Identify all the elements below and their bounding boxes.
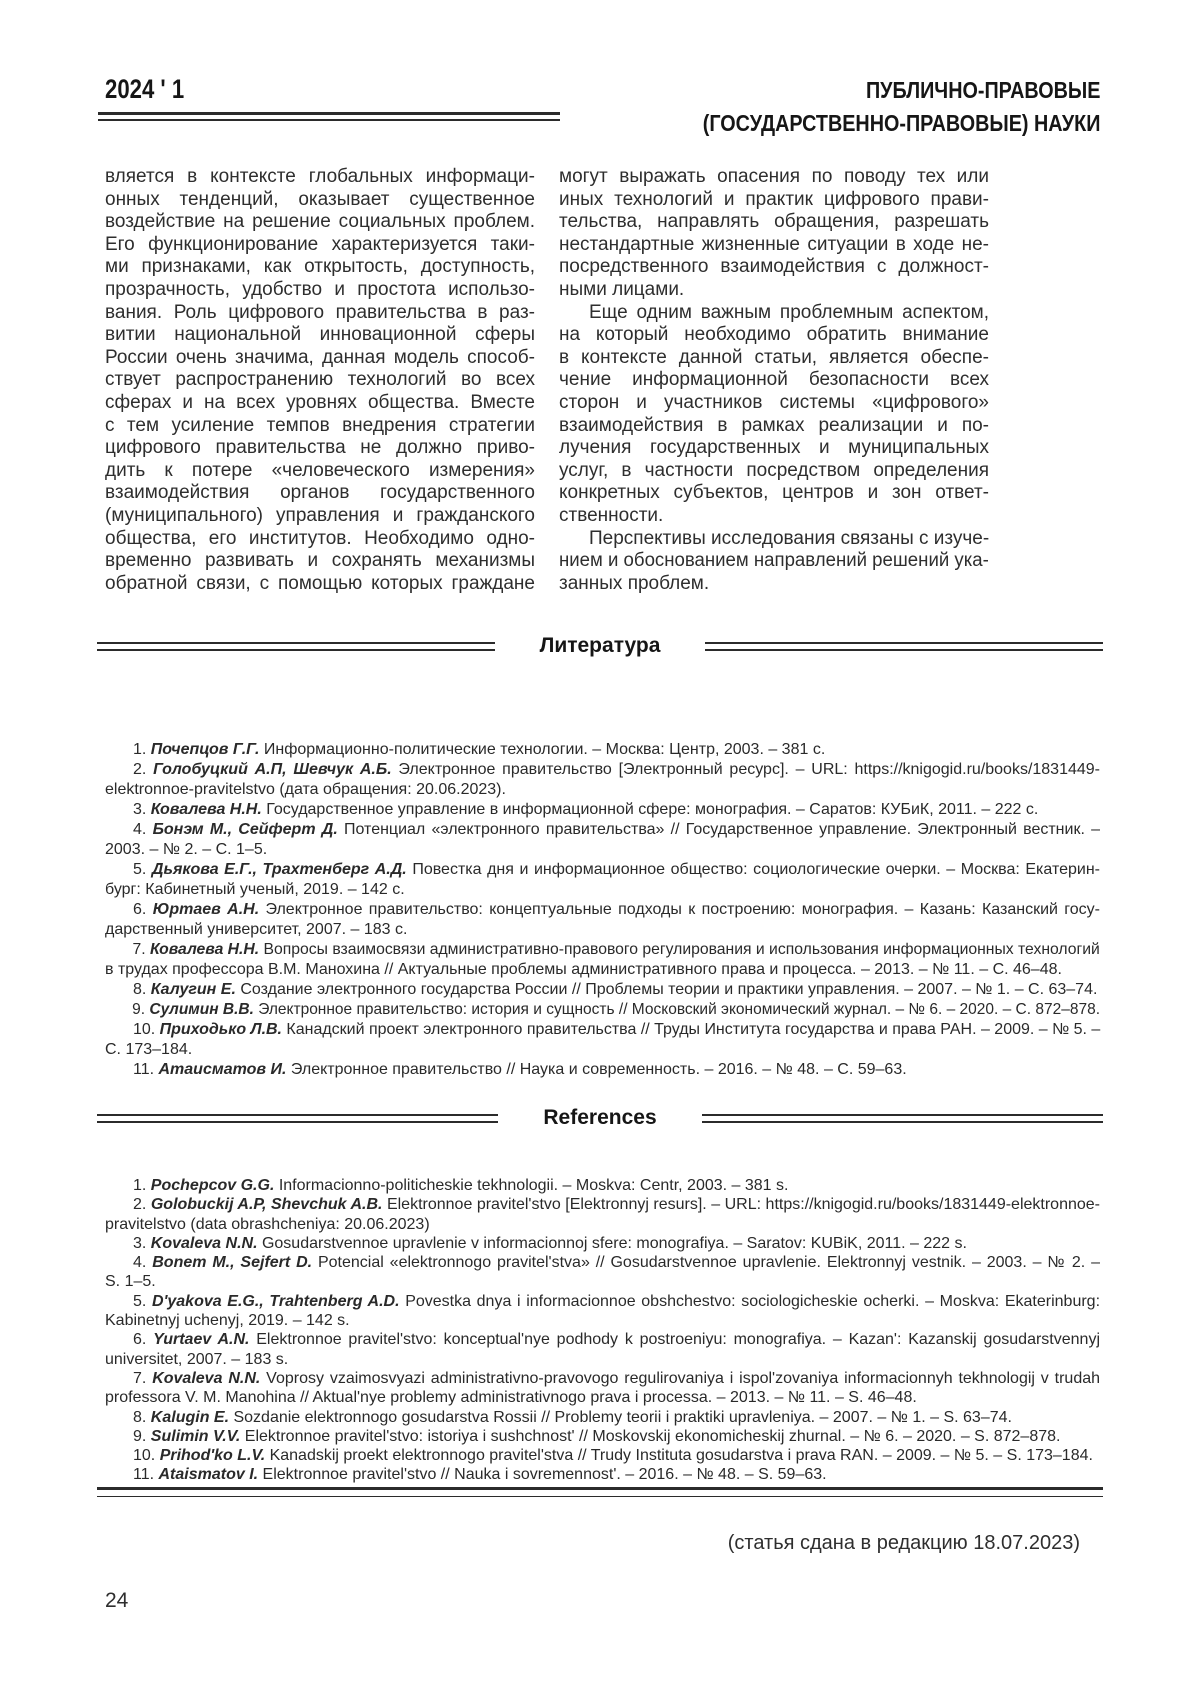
reference-authors: Атаисматов И. bbox=[158, 1061, 287, 1078]
reference-authors: Kovaleva N.N. bbox=[150, 1234, 258, 1252]
reference-first-line: 9. Sulimin V.V. Elektronnoe pravitel'stvo: istoriya i sushchnost' // Moskovskij ekonomicheskij zhurnal. – № 6. – 2020. – S. 872–878. bbox=[133, 1427, 1061, 1445]
reference-number: 2. bbox=[133, 761, 154, 778]
reference-first-line: 10. Приходько Л.В. Канадский проект электронного правительства // Труды Института государства и права РАН. – 2009. – № 5. – bbox=[132, 1021, 1101, 1038]
references-title: References bbox=[543, 1106, 657, 1129]
reference-authors: Golobuckij A.P, Shevchuk A.B. bbox=[150, 1196, 383, 1214]
text-line: в контексте данной статьи, является обеспе- bbox=[559, 346, 989, 368]
literature-list bbox=[105, 740, 1100, 1080]
reference-item bbox=[105, 1465, 1100, 1484]
reference-item bbox=[105, 1446, 1100, 1465]
reference-authors: Калугин Е. bbox=[150, 981, 236, 998]
text-line: Перспективы исследования связаны с изуче- bbox=[589, 527, 990, 549]
reference-first-line: 2. Голобуцкий А.П, Шевчук А.Б. Электронное правительство [Электронный ресурс]. – URL: https://knigogid.ru/books/1831449- bbox=[133, 761, 1100, 778]
text-line: России очень значима, данная модель способ- bbox=[105, 346, 535, 368]
reference-number: 6. bbox=[133, 1331, 154, 1349]
reference-item bbox=[105, 940, 1100, 980]
reference-number: 5. bbox=[133, 861, 152, 878]
reference-item bbox=[105, 1292, 1100, 1331]
reference-number: 8. bbox=[133, 981, 151, 998]
reference-number: 11. bbox=[133, 1466, 159, 1484]
reference-number: 5. bbox=[133, 1292, 153, 1310]
text-line: ствует распространению технологий во всех bbox=[105, 369, 535, 391]
reference-item bbox=[105, 1408, 1100, 1427]
text-line: Его функционирование характеризуется таки- bbox=[105, 233, 535, 255]
references-list bbox=[105, 1176, 1100, 1485]
text-line: ными лицами. bbox=[559, 278, 685, 300]
reference-number: 9. bbox=[133, 1427, 151, 1445]
reference-first-line: 7. Kovaleva N.N. Voprosy vzaimosvyazi administrativno-pravovogo regulirovaniya i ispol'zovaniya informacionnyh tekhnologij v trudah bbox=[133, 1369, 1101, 1387]
text-line: нием и обоснованием направлений решений ука- bbox=[559, 550, 989, 572]
reference-line: Kabinetnyj uchenyj, 2019. – 142 s. bbox=[105, 1312, 350, 1330]
reference-item bbox=[105, 1195, 1100, 1234]
reference-item bbox=[105, 860, 1100, 900]
reference-number: 3. bbox=[133, 1234, 151, 1252]
heading-rule-left bbox=[97, 642, 495, 651]
text-line: воздействие на решение социальных проблем. bbox=[105, 211, 535, 233]
reference-authors: Kalugin E. bbox=[150, 1408, 230, 1426]
reference-number: 10. bbox=[132, 1021, 160, 1038]
text-line: (муниципального) управления и гражданского bbox=[105, 504, 535, 526]
reference-number: 10. bbox=[133, 1447, 160, 1465]
reference-item bbox=[105, 740, 1100, 760]
submitted-note: (статья сдана в редакцию 18.07.2023) bbox=[727, 1532, 1080, 1554]
text-line: могут выражать опасения по поводу тех или bbox=[559, 166, 989, 187]
issue-label: 2024 ' 1 bbox=[105, 74, 185, 104]
text-line: тельства, направлять обращения, разрешать bbox=[559, 211, 989, 233]
references-heading bbox=[97, 1106, 1103, 1130]
reference-number: 1. bbox=[133, 741, 151, 758]
journal-section-title bbox=[702, 74, 1100, 140]
text-line: чение информационной безопасности всех bbox=[559, 369, 989, 391]
reference-authors: Yurtaev A.N. bbox=[153, 1331, 250, 1349]
text-line: общества, его институтов. Необходимо одно- bbox=[105, 527, 535, 549]
reference-authors: Bonem M., Sejfert D. bbox=[152, 1254, 313, 1272]
reference-item bbox=[105, 1060, 1100, 1080]
reference-line: elektronnoe-pravitelstvo (дата обращения: 20.06.2023). bbox=[105, 781, 506, 798]
reference-line: С. 173–184. bbox=[105, 1041, 193, 1058]
reference-first-line: 6. Юртаев А.Н. Электронное правительство: концептуальные подходы к построению: монография. – Казань: Казанский госу- bbox=[133, 901, 1101, 918]
reference-authors: D'yakova E.G., Trahtenberg A.D. bbox=[152, 1292, 400, 1310]
reference-authors: Сулимин В.В. bbox=[149, 1001, 254, 1018]
reference-item bbox=[105, 1369, 1100, 1408]
text-line: Еще одним важным проблемным аспектом, bbox=[589, 301, 989, 323]
page-number: 24 bbox=[105, 1589, 129, 1612]
article-body bbox=[105, 166, 989, 595]
reference-first-line: 2. Golobuckij A.P, Shevchuk A.B. Elektronnoe pravitel'stvo [Elektronnyj resurs]. – URL: https://knigogid.ru/books/1831449-elektronnoe- bbox=[133, 1196, 1100, 1214]
reference-number: 9. bbox=[132, 1001, 150, 1018]
reference-number: 4. bbox=[133, 821, 153, 838]
reference-item bbox=[105, 1330, 1100, 1369]
reference-line: 2003. – № 2. – С. 1–5. bbox=[105, 841, 268, 858]
reference-item bbox=[105, 900, 1100, 940]
reference-number: 11. bbox=[133, 1061, 159, 1078]
text-line: сферах и на всех уровнях общества. Вместе bbox=[105, 391, 535, 413]
reference-number: 7. bbox=[133, 1369, 153, 1387]
reference-number: 8. bbox=[133, 1408, 151, 1426]
reference-first-line: 9. Сулимин В.В. Электронное правительство: история и сущность // Московский экономический журнал. – № 6. – 2020. – С. 872–878. bbox=[132, 1001, 1100, 1018]
reference-authors: Ковалева Н.Н. bbox=[150, 801, 262, 818]
text-line: на который необходимо обратить внимание bbox=[559, 324, 989, 346]
text-line: прозрачность, удобство и простота использо- bbox=[105, 278, 535, 300]
reference-authors: Ataismatov I. bbox=[158, 1466, 259, 1484]
heading-rule-left bbox=[97, 1114, 498, 1123]
reference-number: 7. bbox=[132, 941, 151, 958]
reference-line: pravitelstvo (data obrashcheniya: 20.06.2023) bbox=[105, 1215, 430, 1233]
reference-first-line: 4. Bonem M., Sejfert D. Potencial «elektronnogo pravitel'stva» // Gosudarstvennoe upravlenie. Elektronnyj vestnik. – 2003. – № 2. – bbox=[133, 1254, 1101, 1272]
text-line: нестандартные жизненные ситуации в ходе не- bbox=[559, 233, 989, 255]
text-line: ми признаками, как открытость, доступность, bbox=[105, 256, 535, 278]
text-line: взаимодействия в рамках реализации и по- bbox=[559, 414, 989, 436]
reference-number: 3. bbox=[133, 801, 151, 818]
reference-number: 6. bbox=[133, 901, 153, 918]
reference-authors: Бонэм М., Сейферт Д. bbox=[152, 821, 338, 838]
reference-first-line: 5. D'yakova E.G., Trahtenberg A.D. Povestka dnya i informacionnoe obshchestvo: sociologicheskie ocherki. – Moskva: Ekaterinburg: bbox=[133, 1292, 1101, 1310]
reference-first-line: 8. Kalugin E. Sozdanie elektronnogo gosudarstva Rossii // Problemy teorii i praktiki upravleniya. – 2007. – № 1. – S. 63–74. bbox=[133, 1408, 1012, 1426]
reference-number: 1. bbox=[133, 1177, 151, 1194]
reference-number: 4. bbox=[133, 1254, 153, 1272]
text-line: временно развивать и сохранять механизмы bbox=[105, 550, 535, 572]
text-line: взаимодействия органов государственного bbox=[105, 482, 535, 504]
text-line: услуг, в частности посредством определения bbox=[559, 459, 989, 481]
section-title-line2: (ГОСУДАРСТВЕННО-ПРАВОВЫЕ) НАУКИ bbox=[702, 110, 1100, 136]
reference-first-line: 3. Ковалева Н.Н. Государственное управление в информационной сфере: монография. – Саратов: КУБиК, 2011. – 222 с. bbox=[133, 801, 1039, 818]
reference-authors: Kovaleva N.N. bbox=[152, 1369, 261, 1387]
reference-line: S. 1–5. bbox=[105, 1273, 156, 1291]
text-line: витии национальной инновационной сферы bbox=[105, 324, 535, 346]
bottom-rule bbox=[97, 1487, 1103, 1497]
text-line: цифрового правительства не должно приво- bbox=[105, 437, 535, 459]
reference-item bbox=[105, 760, 1100, 800]
reference-number: 2. bbox=[133, 1196, 151, 1214]
reference-line: в трудах профессора В.М. Манохина // Актуальные проблемы административного права и процесса. – 2013. – № 11. – С. 46–48. bbox=[105, 961, 1062, 978]
reference-line: дарственный университет, 2007. – 183 с. bbox=[105, 921, 408, 938]
reference-first-line: 1. Pochepcov G.G. Informacionno-politicheskie tekhnologii. – Moskva: Centr, 2003. – 381 s. bbox=[133, 1177, 789, 1194]
reference-authors: Голобуцкий А.П, Шевчук А.Б. bbox=[153, 761, 392, 778]
reference-first-line: 11. Ataismatov I. Elektronnoe pravitel'stvo // Nauka i sovremennost'. – 2016. – № 48. – S. 59–63. bbox=[133, 1466, 827, 1484]
reference-first-line: 7. Ковалева Н.Н. Вопросы взаимосвязи административно-правового регулирования и использования информационных технологий bbox=[132, 941, 1100, 958]
text-column-right bbox=[559, 166, 989, 595]
reference-authors: Почепцов Г.Г. bbox=[150, 741, 260, 758]
reference-first-line: 3. Kovaleva N.N. Gosudarstvennoe upravlenie v informacionnoj sfere: monografiya. – Saratov: KUBiK, 2011. – 222 s. bbox=[133, 1234, 967, 1252]
reference-authors: Юртаев А.Н. bbox=[152, 901, 260, 918]
text-line: ственности. bbox=[559, 504, 664, 526]
text-line: иных технологий и практик цифрового прави- bbox=[559, 188, 989, 210]
reference-authors: Дьякова Е.Г., Трахтенберг А.Д. bbox=[151, 861, 407, 878]
issue-rule bbox=[98, 112, 560, 121]
text-line: онных тенденций, оказывает существенное bbox=[105, 188, 535, 210]
text-line: дить к потере «человеческого измерения» bbox=[105, 459, 535, 481]
reference-first-line: 1. Почепцов Г.Г. Информационно-политические технологии. – Москва: Центр, 2003. – 381 с. bbox=[133, 741, 826, 758]
reference-first-line: 5. Дьякова Е.Г., Трахтенберг А.Д. Повестка дня и информационное общество: социологические очерки. – Москва: Екатерин- bbox=[133, 861, 1100, 878]
text-line: обратной связи, с помощью которых граждане bbox=[105, 572, 535, 594]
reference-first-line: 11. Атаисматов И. Электронное правительство // Наука и современность. – 2016. – № 48. – С. 59–63. bbox=[133, 1061, 907, 1078]
text-line: лучения государственных и муниципальных bbox=[559, 437, 989, 459]
reference-item bbox=[105, 1176, 1100, 1195]
reference-first-line: 8. Калугин Е. Создание электронного государства России // Проблемы теории и практики управления. – 2007. – № 1. – С. 63–74. bbox=[133, 981, 1098, 998]
reference-authors: Приходько Л.В. bbox=[159, 1021, 282, 1038]
literature-heading bbox=[97, 634, 1103, 658]
heading-rule-right bbox=[705, 642, 1103, 651]
reference-authors: Ковалева Н.Н. bbox=[150, 941, 260, 958]
text-line: вляется в контексте глобальных информаци- bbox=[105, 166, 535, 187]
reference-item bbox=[105, 1427, 1100, 1446]
text-line: занных проблем. bbox=[559, 572, 710, 594]
text-line: с тем усиление темпов внедрения стратегии bbox=[105, 414, 535, 436]
text-line: вания. Роль цифрового правительства в раз- bbox=[105, 301, 535, 323]
reference-item bbox=[105, 820, 1100, 860]
reference-item bbox=[105, 800, 1100, 820]
reference-item bbox=[105, 1234, 1100, 1253]
reference-first-line: 4. Бонэм М., Сейферт Д. Потенциал «электронного правительства» // Государственное управление. Электронный вестник. – bbox=[133, 821, 1101, 838]
reference-item bbox=[105, 1000, 1100, 1020]
reference-first-line: 10. Prihod'ko L.V. Kanadskij proekt elektronnogo pravitel'stva // Trudy Instituta gosudarstva i prava RAN. – 2009. – № 5. – S. 173–184. bbox=[133, 1447, 1093, 1465]
reference-line: бург: Кабинетный ученый, 2019. – 142 с. bbox=[105, 881, 405, 898]
text-line: конкретных субъектов, центров и зон ответ- bbox=[559, 482, 989, 504]
literature-title: Литература bbox=[539, 634, 661, 657]
reference-authors: Pochepcov G.G. bbox=[150, 1177, 275, 1194]
page-header bbox=[105, 74, 1100, 140]
reference-line: professora V. M. Manohina // Aktual'nye problemy administrativnogo prava i processa. – 2013. – № 11. – S. 46–48. bbox=[105, 1389, 917, 1407]
text-column-left bbox=[105, 166, 535, 595]
reference-item bbox=[105, 1253, 1100, 1292]
reference-authors: Prihod'ko L.V. bbox=[159, 1447, 266, 1465]
section-title-line1: ПУБЛИЧНО-ПРАВОВЫЕ bbox=[865, 77, 1100, 103]
issue-block bbox=[105, 74, 560, 121]
heading-rule-right bbox=[702, 1114, 1103, 1123]
text-line: сторон и участников системы «цифрового» bbox=[559, 391, 989, 413]
reference-first-line: 6. Yurtaev A.N. Elektronnoe pravitel'stvo: konceptual'nye podhody k postroeniyu: monografiya. – Kazan': Kazanskij gosudarstvennyj bbox=[133, 1331, 1101, 1349]
reference-line: universitet, 2007. – 183 s. bbox=[105, 1350, 289, 1368]
reference-item bbox=[105, 1020, 1100, 1060]
reference-authors: Sulimin V.V. bbox=[150, 1427, 241, 1445]
reference-item bbox=[105, 980, 1100, 1000]
text-line: посредственного взаимодействия с должност- bbox=[559, 256, 989, 278]
